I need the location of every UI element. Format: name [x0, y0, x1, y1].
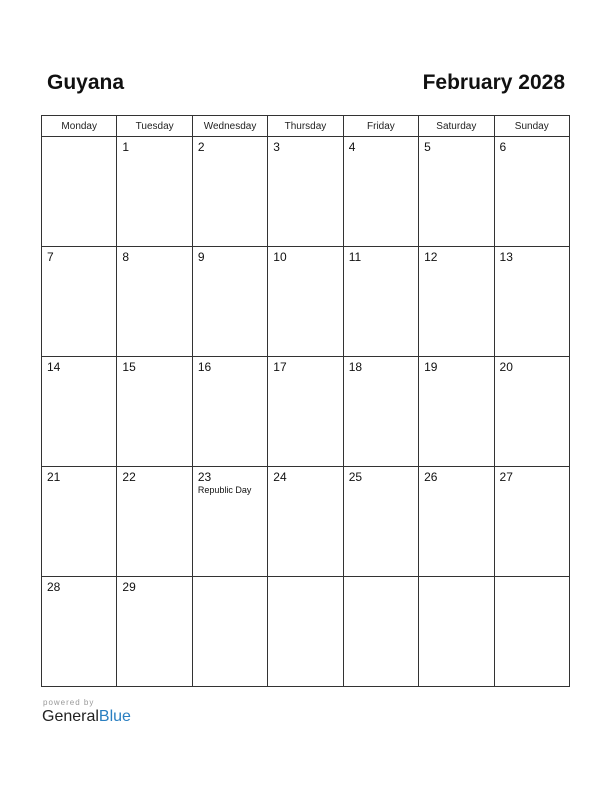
day-number: 12	[424, 250, 438, 264]
day-number: 6	[499, 140, 507, 154]
day-number: 8	[122, 250, 130, 264]
day-cell	[419, 137, 494, 247]
day-cell	[117, 357, 192, 467]
day-number	[495, 577, 569, 581]
weekday-sunday: Sunday	[494, 116, 569, 137]
day-cell	[117, 577, 192, 687]
day-number: 18	[348, 360, 363, 374]
holiday-label: Republic Day	[197, 485, 252, 495]
day-number	[344, 577, 418, 581]
day-cell	[192, 467, 267, 577]
day-number: 9	[197, 250, 205, 264]
day-cell	[494, 467, 569, 577]
day-number	[42, 137, 116, 141]
day-number: 11	[348, 250, 362, 264]
week-row	[42, 247, 570, 357]
day-cell	[192, 577, 267, 687]
week-row	[42, 137, 570, 247]
day-number: 2	[197, 140, 205, 154]
day-cell	[117, 137, 192, 247]
day-cell	[343, 137, 418, 247]
day-cell	[268, 357, 343, 467]
day-number: 21	[47, 470, 61, 484]
logo-text-blue: Blue	[98, 708, 131, 725]
weekday-header-row	[42, 116, 570, 137]
day-number: 19	[424, 360, 438, 374]
day-cell	[419, 247, 494, 357]
day-number: 14	[47, 360, 61, 374]
day-number	[268, 577, 342, 581]
day-number: 15	[122, 360, 136, 374]
week-row	[42, 467, 570, 577]
day-number: 5	[424, 140, 431, 154]
day-number: 28	[47, 580, 61, 594]
day-number: 17	[273, 360, 287, 374]
day-number: 24	[273, 470, 287, 484]
day-number: 22	[122, 470, 136, 484]
day-cell	[268, 137, 343, 247]
day-number	[193, 577, 267, 581]
day-cell	[268, 247, 343, 357]
weekday-saturday: Saturday	[419, 116, 494, 137]
day-cell	[494, 357, 569, 467]
day-cell	[343, 357, 418, 467]
month-title: February 2028	[422, 71, 565, 94]
weekday-thursday: Thursday	[268, 116, 343, 137]
weekday-wednesday: Wednesday	[192, 116, 267, 137]
weekday-monday: Monday	[42, 116, 117, 137]
day-cell	[192, 357, 267, 467]
day-cell	[419, 577, 494, 687]
day-number: 10	[273, 250, 287, 264]
day-cell	[192, 247, 267, 357]
day-cell	[343, 467, 418, 577]
day-cell	[117, 247, 192, 357]
week-row	[42, 357, 570, 467]
day-cell	[117, 467, 192, 577]
day-number: 20	[499, 360, 513, 374]
powered-by-label: powered by	[43, 698, 95, 707]
day-number: 23	[197, 470, 212, 484]
day-cell	[494, 137, 569, 247]
day-number: 7	[47, 250, 54, 264]
day-number: 3	[273, 140, 280, 154]
day-number: 29	[122, 580, 136, 594]
day-cell	[419, 467, 494, 577]
day-cell	[42, 577, 117, 687]
generalblue-logo[interactable]	[42, 708, 131, 726]
weekday-tuesday: Tuesday	[117, 116, 192, 137]
day-cell	[419, 357, 494, 467]
day-number: 13	[499, 250, 513, 264]
day-cell	[42, 137, 117, 247]
calendar-grid	[41, 115, 570, 687]
day-cell	[192, 137, 267, 247]
day-cell	[343, 247, 418, 357]
weekday-friday: Friday	[343, 116, 418, 137]
day-number: 27	[499, 470, 513, 484]
day-number: 4	[348, 140, 356, 154]
day-cell	[494, 577, 569, 687]
day-number: 26	[424, 470, 438, 484]
day-cell	[42, 357, 117, 467]
day-cell	[42, 247, 117, 357]
country-title: Guyana	[47, 71, 125, 94]
day-cell	[268, 577, 343, 687]
day-number: 16	[197, 360, 212, 374]
day-cell	[268, 467, 343, 577]
day-cell	[42, 467, 117, 577]
day-cell	[494, 247, 569, 357]
day-number	[419, 577, 493, 581]
week-row	[42, 577, 570, 687]
day-cell	[343, 577, 418, 687]
day-number: 25	[348, 470, 363, 484]
logo-text-general: General	[42, 708, 99, 725]
day-number: 1	[122, 140, 130, 154]
